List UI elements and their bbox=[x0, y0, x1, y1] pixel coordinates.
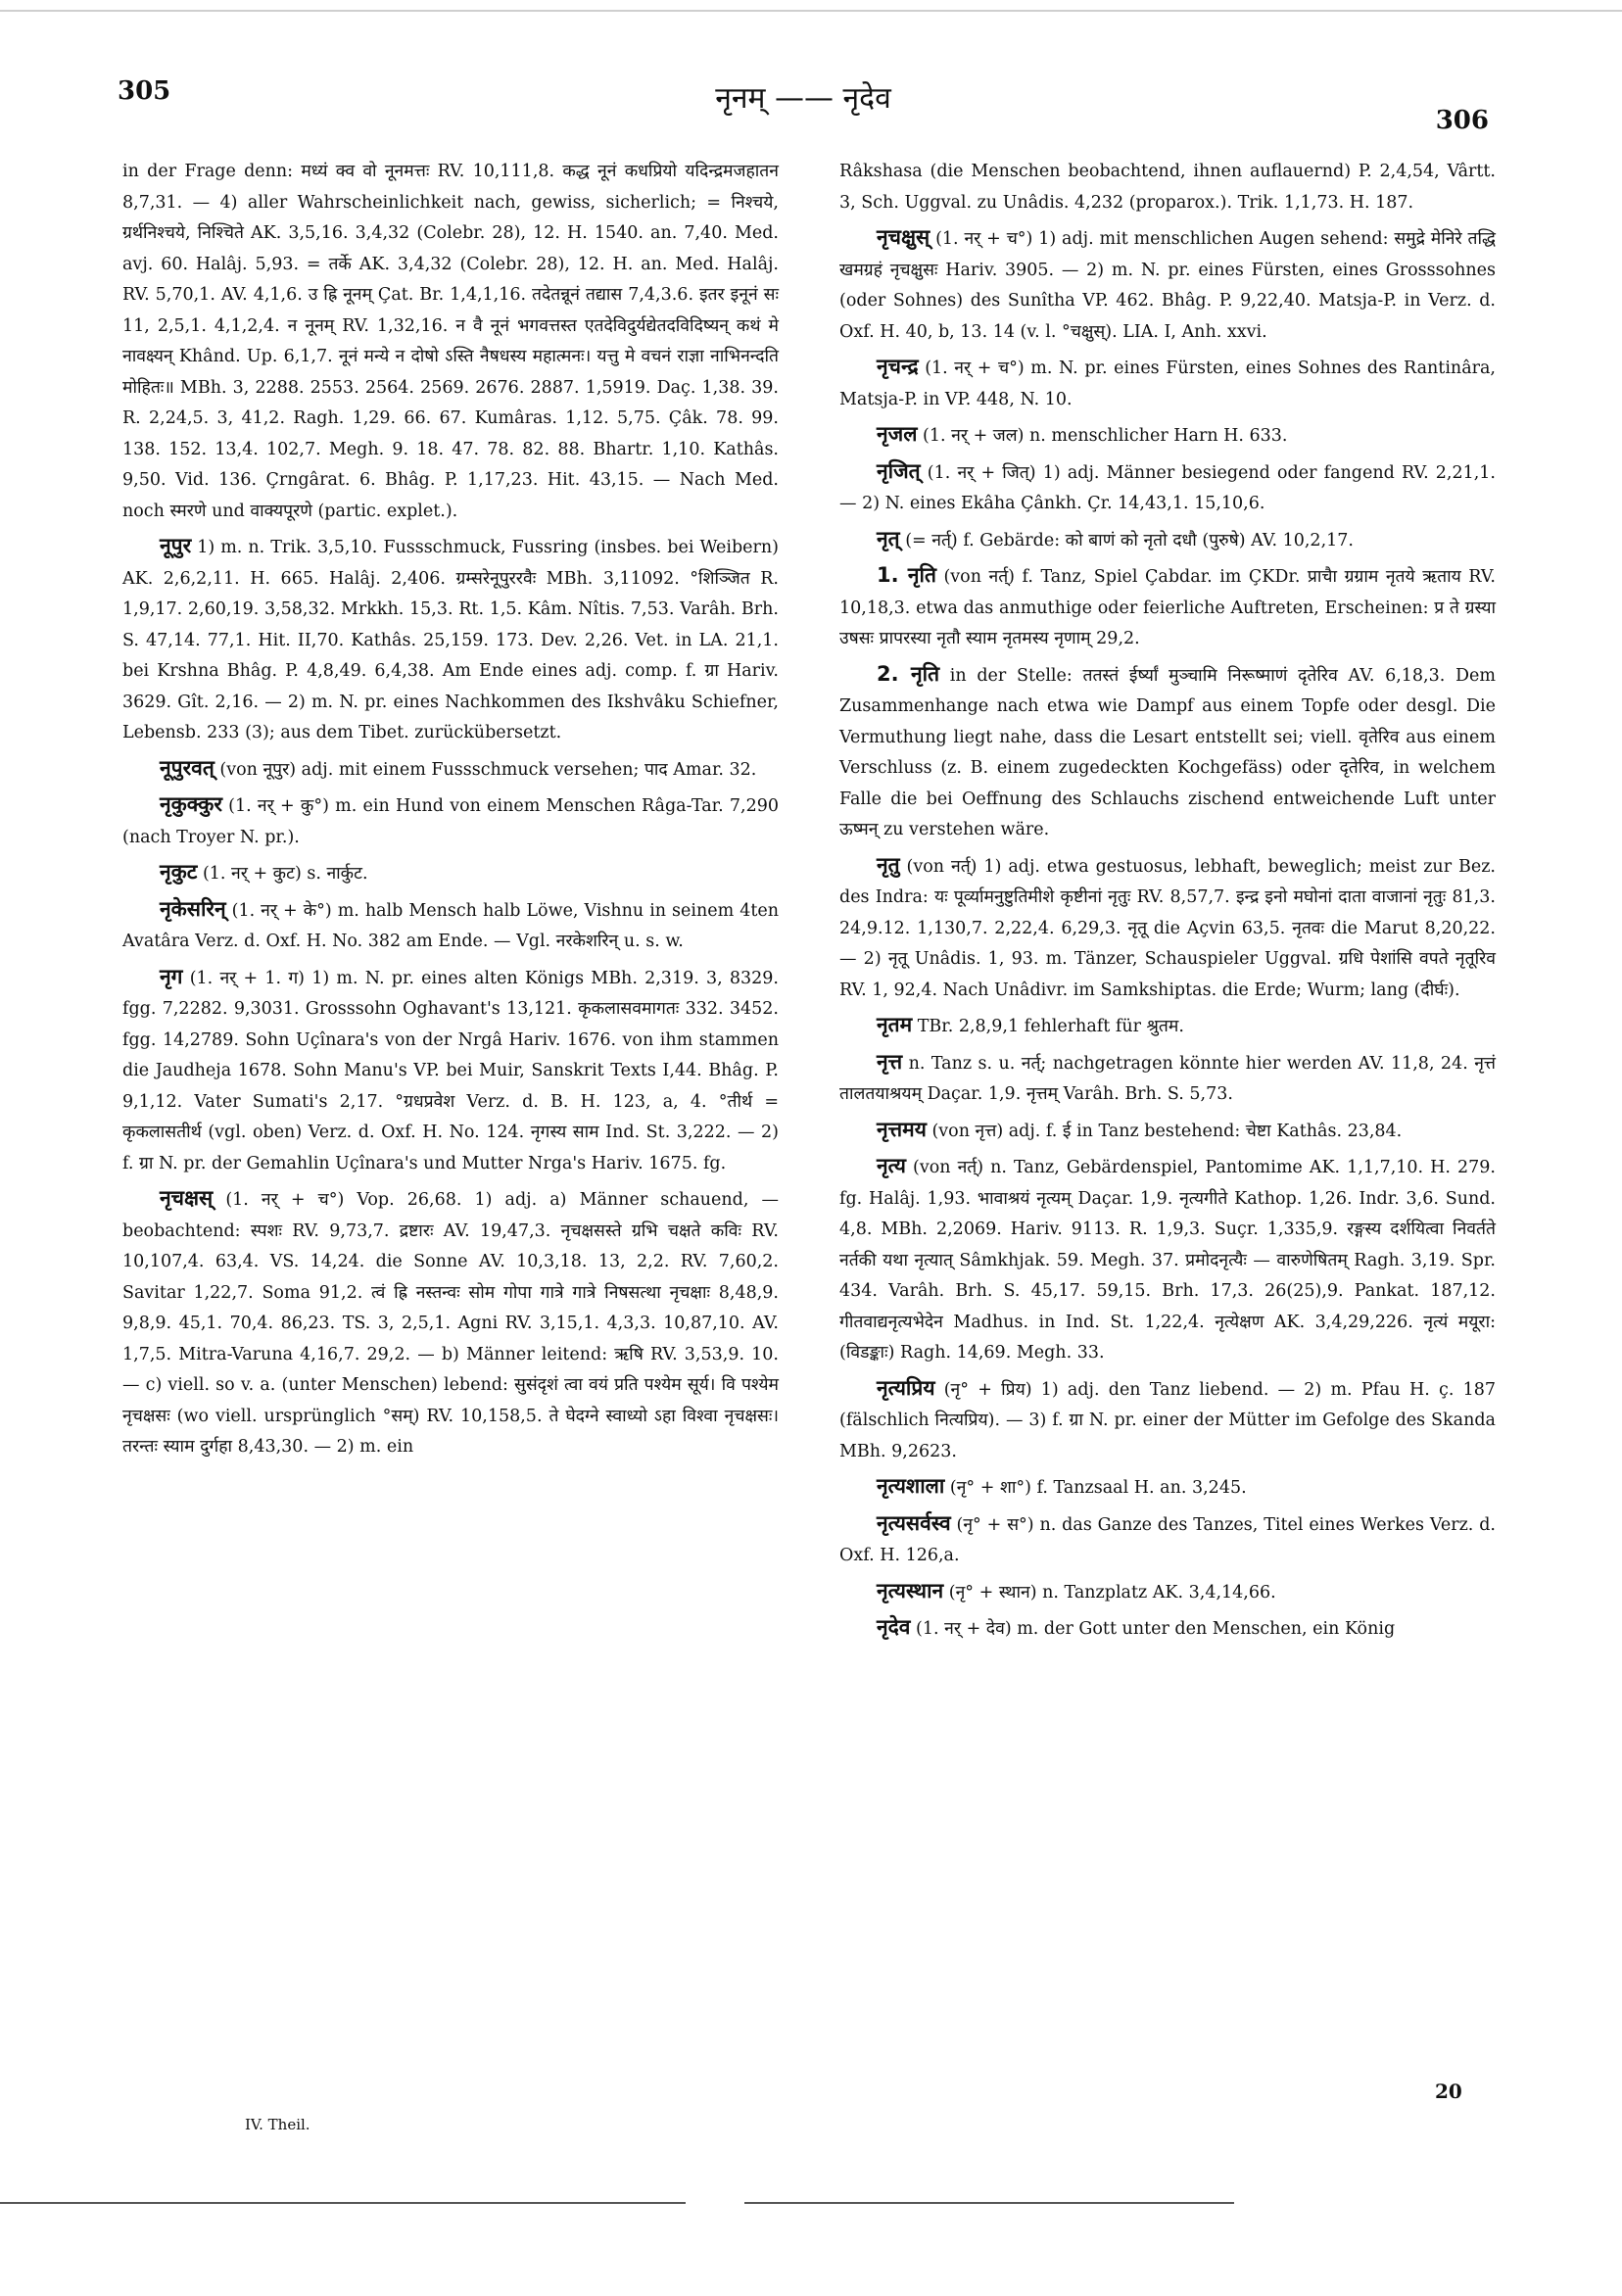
entry-headword: नृदेव bbox=[877, 1615, 911, 1639]
signature-mark: 20 bbox=[1435, 2080, 1462, 2103]
dictionary-entry bbox=[839, 1508, 1496, 1572]
entry-headword: नृतु bbox=[877, 852, 900, 877]
dictionary-entry bbox=[839, 456, 1496, 520]
entry-text: (1. नर् + च°) m. N. pr. eines Fürsten, eines Sohnes des Rantinâra, Matsja-P. in VP. 448, N. 10. bbox=[839, 359, 1496, 409]
dictionary-entry bbox=[122, 789, 779, 853]
entry-headword: नृत्यशाला bbox=[877, 1474, 945, 1498]
entry-headword: 1. नृति bbox=[877, 563, 936, 587]
dictionary-entry bbox=[839, 352, 1496, 415]
running-head: नृनम् —— नृदेव bbox=[715, 81, 891, 116]
entry-headword: नृचक्षुस् bbox=[877, 225, 930, 249]
entry-headword: नूपुर bbox=[160, 534, 192, 557]
entry-text: (नृ° + स्थान) n. Tanzplatz AK. 3,4,14,66. bbox=[943, 1582, 1276, 1602]
entry-text: (नृ° + प्रिय) 1) adj. den Tanz liebend. — 2) m. Pfau H. ç. 187 (fälschlich नित्यप्रिय). — 3) f. ग्रा N. pr. einer der Mütter im Gefolge des Skanda MBh. 9,2623. bbox=[839, 1379, 1496, 1461]
entry-headword: नृत्त bbox=[877, 1049, 903, 1074]
left-column bbox=[122, 155, 779, 1467]
entry-text: (= नर्त्) f. Gebärde: को बाणं को नृतो दधौ (पुरुषे) AV. 10,2,17. bbox=[899, 530, 1354, 550]
entry-text: (1. नर् + जल) n. menschlicher Harn H. 633. bbox=[917, 426, 1288, 446]
entry-text: (von नर्त्) 1) adj. etwa gestuosus, lebhaft, beweglich; meist zur Bez. des Indra: यः पूर्व्यामनुष्टुतिमीशे कृष्टीनां नृतुः RV. 8,57,7. इन्द्र इनो मघोनां दाता वाजानां नृतुः 81,3. 24,9.12. 1,130,7. 2,22,4. 6,29,3. नृतू die Açvin 63,5. नृतवः die Marut 8,20,22. — 2) नृतू Unâdis. 1, 93. m. Tänzer, Schauspieler Uggval. ग्रधि पेशांसि वपते नृतूरिव RV. 1, 92,4. Nach Unâdivr. im Samkshiptas. die Erde; Wurm; lang (दीर्घः). bbox=[839, 856, 1496, 1000]
entry-headword: नृत्यसर्वस्व bbox=[877, 1510, 951, 1535]
entry-text: (1. नर् + कु°) m. ein Hund von einem Menschen Râga-Tar. 7,290 (nach Troyer N. pr.). bbox=[122, 796, 779, 847]
entry-headword: नृत्यस्थान bbox=[877, 1578, 944, 1602]
dictionary-entry bbox=[839, 1047, 1496, 1111]
dictionary-entry bbox=[122, 894, 779, 958]
dictionary-entry bbox=[839, 1151, 1496, 1369]
page-header bbox=[118, 76, 1489, 135]
dictionary-entry bbox=[839, 419, 1496, 453]
entry-headword: नृत्य bbox=[877, 1154, 906, 1177]
bottom-rule-right bbox=[744, 2202, 1234, 2204]
entry-headword: नृग bbox=[160, 964, 183, 988]
entry-headword: नृत्यप्रिय bbox=[877, 1375, 935, 1400]
dictionary-entry bbox=[839, 222, 1496, 348]
dictionary-entry bbox=[122, 962, 779, 1180]
page-number-right: 306 bbox=[1435, 106, 1489, 135]
entry-headword: नृत् bbox=[877, 526, 900, 550]
dictionary-entry bbox=[839, 1373, 1496, 1468]
entry-headword: नृजल bbox=[877, 422, 918, 446]
dictionary-entry bbox=[839, 1010, 1496, 1043]
entry-text: (1. नर् + च°) Vop. 26,68. 1) adj. a) Männer schauend, — beobachtend: स्पशः RV. 9,73,7. द्रष्टारः AV. 19,47,3. नृचक्षसस्ते ग्रभि चक्षते कविः RV. 10,107,4. 63,4. VS. 14,24. die Sonne AV. 10,3,18. 13, 2,2. RV. 7,60,2. Savitar 1,22,7. Soma 91,2. त्वं ह्रि नस्तन्वः सोम गोपा गात्रे गात्रे निषसत्था नृचक्षाः 8,48,9. 9,8,9. 45,1. 70,4. 86,23. TS. 3, 2,5,1. Agni RV. 3,15,1. 4,3,3. 10,87,10. AV. 1,7,5. Mitra-Varuna 4,16,7. 29,2. — b) Männer leitend: ऋषि RV. 3,53,9. 10. — c) viell. so v. a. (unter Menschen) lebend: सुसंदृशं त्वा वयं प्रति पश्येम सूर्य। वि पश्येम नृचक्षसः (wo viell. ursprünglich °सम्) RV. 10,158,5. ते घेदग्ने स्वाध्यो ऽहा विश्वा नृचक्षसः। तरन्तः स्याम दुर्गहा 8,43,30. — 2) m. ein bbox=[122, 1190, 779, 1457]
entry-headword: नृतम bbox=[877, 1013, 913, 1036]
dictionary-entry bbox=[839, 560, 1496, 655]
dictionary-entry bbox=[122, 155, 779, 527]
right-column bbox=[839, 155, 1496, 1650]
dictionary-entry bbox=[839, 1576, 1496, 1609]
entry-text: (1. नर् + देव) m. der Gott unter den Menschen, ein König bbox=[910, 1619, 1396, 1639]
dictionary-entry bbox=[839, 1471, 1496, 1505]
entry-text: (1. नर् + च°) 1) adj. mit menschlichen Augen sehend: समुद्रे मेनिरे तद्धि खमग्रहं नृचक्षुसः Hariv. 3905. — 2) m. N. pr. eines Fürsten, eines Grosssohnes (oder Sohnes) des Sunîtha VP. 462. Bhâg. P. 9,22,40. Matsja-P. in Verz. d. Oxf. H. 40, b, 13. 14 (v. l. °चक्षुस्). LIA. I, Anh. xxvi. bbox=[839, 229, 1496, 342]
entry-text: TBr. 2,8,9,1 fehlerhaft für श्रुतम. bbox=[912, 1017, 1184, 1036]
entry-text: (von नर्त्) n. Tanz, Gebärdenspiel, Pantomime AK. 1,1,7,10. H. 279. fg. Halâj. 1,93. भावाश्रयं नृत्यम् Daçar. 1,9. नृत्यगीते Kathop. 1,26. Indr. 3,6. Sund. 4,8. MBh. 2,2069. Hariv. 9113. R. 1,9,3. Suçr. 1,335,9. रङ्गस्य दर्शयित्वा निवर्तते नर्तकी यथा नृत्यात् Sâmkhjak. 59. Megh. 37. प्रमोदनृत्यैः — वारुणेषितम् Ragh. 3,19. Spr. 434. Varâh. Brh. S. 45,17. 59,15. Brh. 17,3. 26(25),9. Pankat. 187,12. गीतवाद्यनृत्यभेदेन Madhus. in Ind. St. 1,22,4. नृत्येक्षण AK. 3,4,29,226. नृत्यं मयूरा: (विडङ्काः) Ragh. 14,69. Megh. 33. bbox=[839, 1158, 1496, 1363]
dictionary-entry bbox=[839, 850, 1496, 1007]
entry-text: (von नर्त्) f. Tanz, Spiel Çabdar. im ÇKDr. प्राचैा ग्रग्राम नृतये ऋताय RV. 10,18,3. etwa das anmuthige oder feierliche Auftreten, Erscheinen: प्र ते ग्रस्या उषसः प्रापरस्या नृतौ स्याम नृतमस्य नृणाम् 29,2. bbox=[839, 567, 1496, 648]
dictionary-entry bbox=[122, 857, 779, 890]
entry-text: 1) m. n. Trik. 3,5,10. Fussschmuck, Fussring (insbes. bei Weibern) AK. 2,6,2,11. H. 665. Halâj. 2,406. ग्रम्सरेनूपुररवैः MBh. 3,11092. °शिञ्जित R. 1,9,17. 2,60,19. 3,58,32. Mrkkh. 15,3. Rt. 1,5. Kâm. Nîtis. 7,53. Varâh. Brh. S. 47,14. 77,1. Hit. II,70. Kathâs. 25,159. 173. Dev. 2,26. Vet. in LA. 21,1. bei Krshna Bhâg. P. 4,8,49. 6,4,38. Am Ende eines adj. comp. f. ग्रा Hariv. 3629. Gît. 2,16. — 2) m. N. pr. eines Nachkommen des Ikshvâku Schiefner, Lebensb. 233 (3); aus dem Tibet. zurückübersetzt. bbox=[122, 538, 779, 742]
entry-text: (1. नर् + कुट) s. नार्कुट. bbox=[197, 864, 368, 884]
entry-headword: नूपुरवत् bbox=[160, 755, 215, 780]
entry-text: (von नूपुर) adj. mit einem Fussschmuck versehen; पाद Amar. 32. bbox=[214, 759, 757, 780]
volume-note: IV. Theil. bbox=[245, 2116, 310, 2133]
entry-text: (von नृत्त) adj. f. ई in Tanz bestehend: चेष्टा Kathâs. 23,84. bbox=[926, 1121, 1403, 1141]
entry-text: in der Stelle: ततस्तं ईर्ष्यां मुञ्चामि निरूष्माणं दृतेरिव AV. 6,18,3. Dem Zusammenhange nach etwa wie Dampf aus einem Topfe oder desgl. Die Vermuthung liegt nahe, dass die Lesart entstellt sei; viell. वृतेरिव aus einem Verschluss (z. B. einem zugedeckten Kochgefäss) oder दृतेरिव, in welchem Falle die bei Oeffnung des Schlauchs zischend entweichende Luft unter ऊष्मन् zu verstehen wäre. bbox=[839, 665, 1496, 839]
entry-text: Râkshasa (die Menschen beobachtend, ihnen auflauernd) P. 2,4,54, Vârtt. 3, Sch. Uggval. zu Unâdis. 4,232 (proparox.). Trik. 1,1,73. H. 187. bbox=[839, 162, 1496, 213]
dictionary-entry bbox=[122, 753, 779, 787]
entry-text: (नृ° + शा°) f. Tanzsaal H. an. 3,245. bbox=[944, 1478, 1247, 1498]
bottom-rule-left bbox=[0, 2202, 686, 2204]
entry-text: (नृ° + स°) n. das Ganze des Tanzes, Titel eines Werkes Verz. d. Oxf. H. 126,a. bbox=[839, 1514, 1496, 1565]
dictionary-entry bbox=[839, 1115, 1496, 1148]
dictionary-entry bbox=[839, 1612, 1496, 1646]
entry-headword: नृचन्द्र bbox=[877, 355, 919, 378]
entry-headword: 2. नृति bbox=[877, 661, 940, 686]
top-scan-edge bbox=[0, 10, 1622, 12]
entry-headword: नृकेसरिन् bbox=[160, 896, 226, 921]
entry-headword: नृचक्षस् bbox=[160, 1186, 214, 1210]
entry-text: (1. नर् + के°) m. halb Mensch halb Löwe, Vishnu in seinem 4ten Avatâra Verz. d. Oxf. H. No. 382 am Ende. — Vgl. नरकेशरिन् u. s. w. bbox=[122, 900, 779, 951]
entry-text: (1. नर् + जित्) 1) adj. Männer besiegend oder fangend RV. 2,21,1. — 2) N. eines Ekâha Çânkh. Çr. 14,43,1. 15,10,6. bbox=[839, 462, 1496, 513]
page-number-left: 305 bbox=[118, 76, 171, 106]
entry-headword: नृकुक्कुर bbox=[160, 792, 222, 816]
dictionary-entry bbox=[839, 524, 1496, 557]
entry-text: n. Tanz s. u. नर्त्; nachgetragen könnte hier werden AV. 11,8, 24. नृत्तं तालतयाश्रयम् Daçar. 1,9. नृत्तम् Varâh. Brh. S. 5,73. bbox=[839, 1053, 1496, 1104]
entry-text: in der Frage denn: मध्यं क्व वो नूनमत्तः RV. 10,111,8. कद्ध नूनं कधप्रियो यदिन्द्रमजहातन 8,7,31. — 4) aller Wahrscheinlichkeit nach, gewiss, sicherlich; = निश्चये, ग्रर्थनिश्चये, निश्चिते AK. 3,5,16. 3,4,32 (Colebr. 28), 12. H. 1540. an. 7,40. Med. avj. 60. Halâj. 5,93. = तर्के AK. 3,4,32 (Colebr. 28), 12. H. an. Med. Halâj. RV. 5,70,1. AV. 4,1,6. उ ह्रि नूनम् Çat. Br. 1,4,1,16. तदेतन्नूनं तद्यास 7,4,3.6. इतर इनूनं सः 11, 2,5,1. 4,1,2,4. न नूनम् RV. 1,32,16. न वै नूनं भगवत्तस्त एतदेविदुर्यद्येतदविदिष्यन् कथं मे नावक्ष्यन् Khând. Up. 6,1,7. नूनं मन्ये न दोषो ऽस्ति नैषधस्य महात्मनः। यत्तु मे वचनं राज्ञा नाभिनन्दति मोहितः॥ MBh. 3, 2288. 2553. 2564. 2569. 2676. 2887. 1,5919. Daç. 1,38. 39. R. 2,24,5. 3, 41,2. Ragh. 1,29. 66. 67. Kumâras. 1,12. 5,75. Çâk. 78. 99. 138. 152. 13,4. 102,7. Megh. 9. 18. 47. 78. 82. 88. Bhartr. 1,10. Kathâs. 9,50. Vid. 136. Çrngârat. 6. Bhâg. P. 1,17,23. Hit. 43,15. — Nach Med. noch स्मरणे und वाक्यपूरणे (partic. explet.). bbox=[122, 162, 779, 521]
dictionary-entry bbox=[839, 659, 1496, 846]
dictionary-entry bbox=[122, 1183, 779, 1463]
entry-headword: नृत्तमय bbox=[877, 1117, 927, 1141]
dictionary-entry bbox=[122, 531, 779, 749]
entry-headword: नृकुट bbox=[160, 860, 198, 884]
dictionary-entry bbox=[839, 155, 1496, 218]
entry-headword: नृजित् bbox=[877, 458, 921, 483]
entry-text: (1. नर् + 1. ग) 1) m. N. pr. eines alten Königs MBh. 2,319. 3, 8329. fgg. 7,2282. 9,3031. Grosssohn Oghavant's 13,121. कृकलासवमागतः 332. 3452. fgg. 14,2789. Sohn Uçînara's von der Nrgâ Hariv. 1676. von ihm stammen die Jaudheja 1678. Sohn Manu's VP. bei Muir, Sanskrit Texts I,44. Bhâg. P. 9,1,12. Vater Sumati's 2,17. °ग्रधप्रवेश Verz. d. B. H. 123, a, 4. °तीर्थ = कृकलासतीर्थ (vgl. oben) Verz. d. Oxf. H. No. 124. नृगस्य साम Ind. St. 3,222. — 2) f. ग्रा N. pr. der Gemahlin Uçînara's und Mutter Nrga's Hariv. 1675. fg. bbox=[122, 968, 779, 1173]
